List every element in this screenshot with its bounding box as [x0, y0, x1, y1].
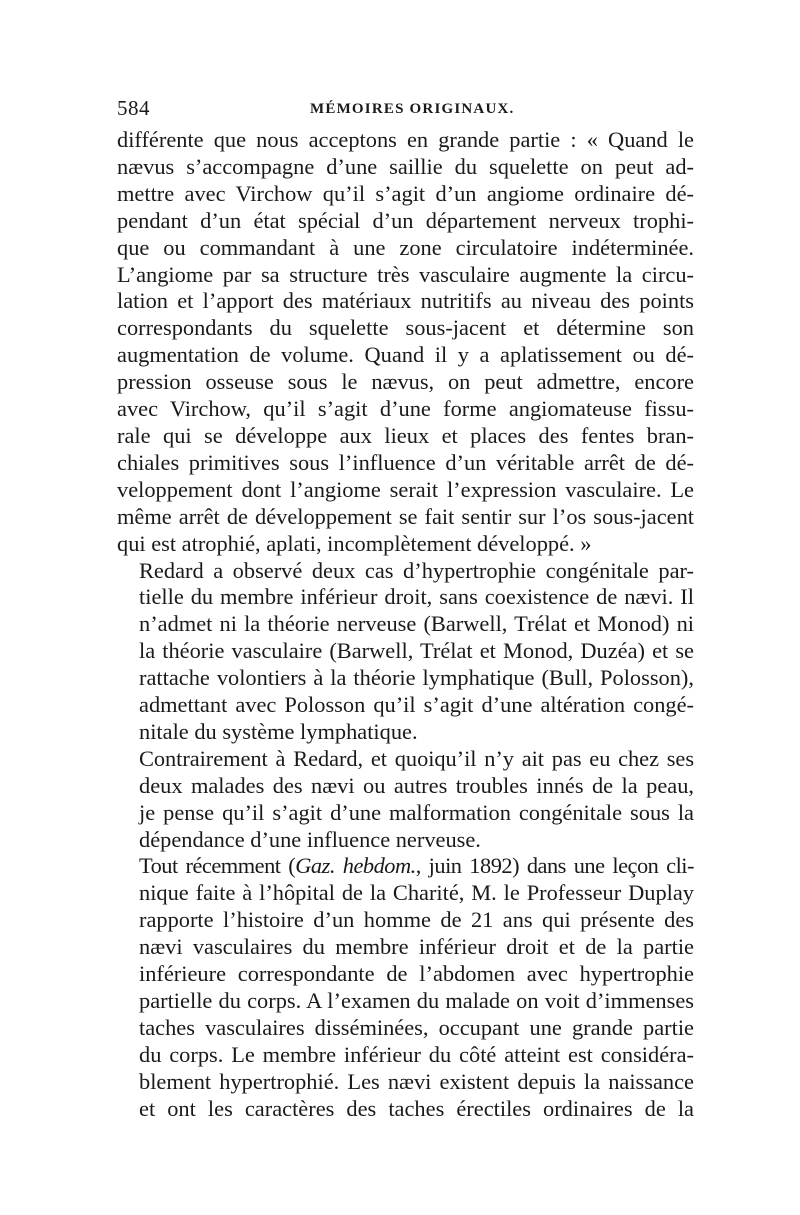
text-line: Redard a observé deux cas d’hypertrophie congénitale par- — [139, 557, 694, 583]
text-line: augmentation de volume. Quand il y a aplatissement ou dé- — [117, 342, 694, 368]
text-line: admettant avec Polosson qu’il s’agit d’une altération congé- — [139, 692, 694, 718]
text-line: rattache volontiers à la théorie lymphatique (Bull, Polosson), — [139, 665, 694, 691]
text-line: lation et l’apport des matériaux nutritifs au niveau des points — [117, 288, 694, 314]
text-line: je pense qu’il s’agit d’une malformation congénitale sous la — [139, 799, 694, 825]
paragraph-redard — [117, 558, 694, 746]
text-line: pression osseuse sous le nævus, on peut admettre, encore — [117, 369, 694, 395]
text-line: deux malades des nævi ou autres troubles innés de la peau, — [139, 772, 694, 798]
text-line: chiales primitives sous l’influence d’un véritable arrêt de dé- — [117, 449, 694, 475]
running-head — [117, 96, 694, 120]
text-fragment: Tout récemment ( — [139, 853, 296, 879]
text-line: tielle du membre inférieur droit, sans coexistence de nævi. Il — [139, 584, 694, 610]
text-line: n’admet ni la théorie nerveuse (Barwell, Trélat et Monod) ni — [139, 611, 694, 637]
text-line: et ont les caractères des taches érectiles ordinaires de la — [139, 1095, 694, 1121]
text-line: rapporte l’histoire d’un homme de 21 ans qui présente des — [139, 907, 694, 933]
running-title: MÉMOIRES ORIGINAUX. — [310, 101, 515, 117]
text-line: blement hypertrophié. Les nævi existent depuis la naissance — [139, 1068, 694, 1094]
text-line: pendant d’un état spécial d’un département nerveux trophi- — [117, 207, 694, 233]
text-line: nitale du système lymphatique. — [139, 718, 418, 744]
text-line — [117, 853, 694, 880]
paragraph-duplay — [117, 853, 694, 1122]
text-line: nævus s’accompagne d’une saillie du squelette on peut ad- — [117, 153, 694, 179]
text-line: la théorie vasculaire (Barwell, Trélat et Monod, Duzéa) et se — [139, 638, 694, 664]
body-text — [117, 127, 694, 1123]
text-line: L’angiome par sa structure très vasculaire augmente la circu- — [117, 261, 694, 287]
text-line: veloppement dont l’angiome serait l’expression vasculaire. Le — [117, 476, 694, 502]
text-line: nævi vasculaires du membre inférieur droit et de la partie — [139, 934, 694, 960]
text-line: même arrêt de développement se fait sentir sur l’os sous-jacent — [117, 503, 694, 529]
text-line: dépendance d’une influence nerveuse. — [139, 826, 481, 852]
paragraph-quote-continuation — [117, 127, 694, 558]
text-fragment: , juin 1892) dans une leçon cli- — [415, 853, 694, 879]
text-line: Contrairement à Redard, et quoiqu’il n’y ait pas eu chez ses — [139, 745, 694, 771]
page-number: 584 — [117, 96, 150, 120]
text-line: du corps. Le membre inférieur du côté atteint est considéra- — [139, 1041, 694, 1067]
text-line: inférieure correspondante de l’abdomen avec hypertrophie — [139, 961, 694, 987]
text-line: partielle du corps. A l’examen du malade on voit d’immenses — [139, 988, 694, 1013]
text-line: taches vasculaires disséminées, occupant une grande partie — [139, 1014, 694, 1040]
text-line: rale qui se développe aux lieux et places des fentes bran- — [117, 422, 694, 448]
paragraph-contrairement — [117, 746, 694, 854]
text-line: correspondants du squelette sous-jacent et détermine son — [117, 315, 694, 341]
journal-citation: Gaz. hebdom. — [295, 853, 416, 879]
text-line: différente que nous acceptons en grande partie : « Quand le — [117, 127, 694, 152]
text-line: mettre avec Virchow qu’il s’agit d’un angiome ordinaire dé- — [117, 180, 694, 206]
text-line: nique faite à l’hôpital de la Charité, M. le Professeur Duplay — [139, 880, 694, 906]
text-line: qui est atrophié, aplati, incomplètement développé. » — [117, 530, 592, 556]
text-line: que ou commandant à une zone circulatoire indéterminée. — [117, 234, 694, 260]
text-line: avec Virchow, qu’il s’agit d’une forme angiomateuse fissu- — [117, 396, 694, 422]
